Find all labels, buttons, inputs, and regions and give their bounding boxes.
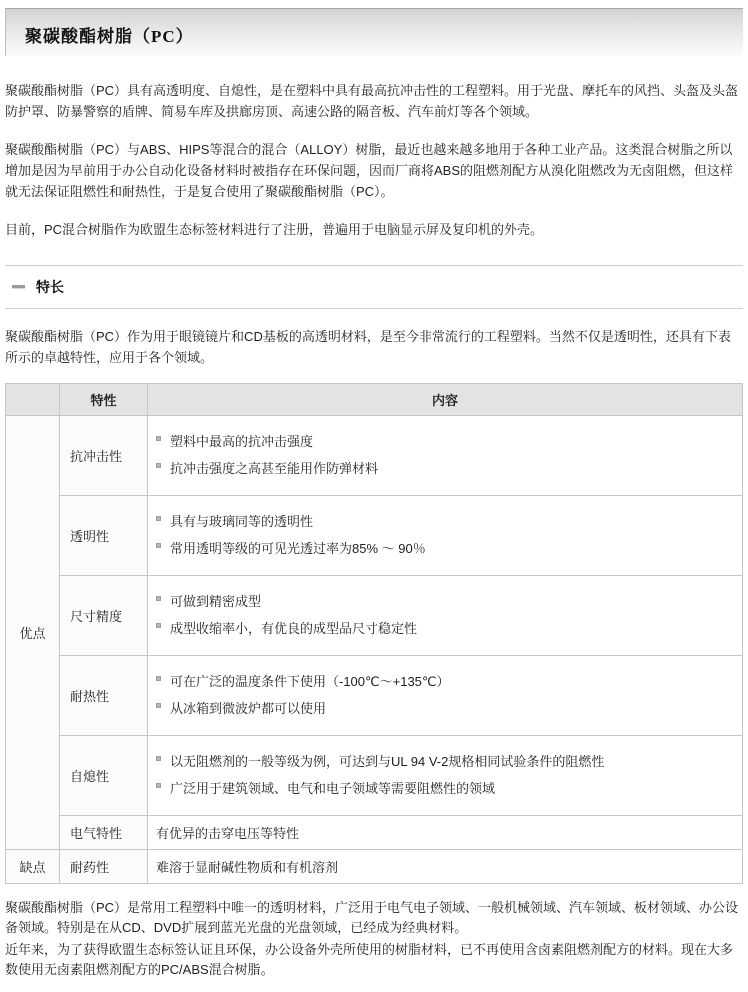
page-title: 聚碳酸酯树脂（PC） — [25, 27, 194, 46]
table-header-property: 特性 — [60, 384, 148, 416]
bullet-item — [154, 779, 734, 799]
property-cell: 电气特性 — [60, 816, 148, 850]
property-cell: 抗冲击性 — [60, 416, 148, 496]
intro-paragraph-3: 目前，PC混合树脂作为欧盟生态标签材料进行了注册，普遍用于电脑显示屏及复印机的外壳。 — [5, 222, 544, 237]
table-row-self-extinguishing — [6, 736, 743, 816]
table-header-content: 内容 — [148, 384, 743, 416]
bullet-square-icon — [156, 676, 161, 681]
table-header-row — [6, 384, 743, 416]
bullet-item — [154, 592, 734, 612]
intro-paragraph-1: 聚碳酸酯树脂（PC）具有高透明度、自熄性，是在塑料中具有最高抗冲击性的工程塑料。用于光盘、摩托车的风挡、头盔及头盔防护罩、防暴警察的盾牌、简易车库及拱廊房顶、高速公路的隔音板、汽车前灯等各个领域。 — [5, 83, 739, 119]
bullet-square-icon — [156, 463, 161, 468]
content-cell: 有优异的击穿电压等特性 — [148, 816, 743, 850]
property-cell: 自熄性 — [60, 736, 148, 816]
group-label-disadvantages: 缺点 — [6, 850, 60, 884]
section-intro-paragraph: 聚碳酸酯树脂（PC）作为用于眼镜镜片和CD基板的高透明材料，是至今非常流行的工程塑料。当然不仅是透明性，还具有下表所示的卓越特性，应用于各个领域。 — [5, 329, 731, 365]
page-title-bar — [5, 8, 743, 56]
property-cell: 耐药性 — [60, 850, 148, 884]
bullet-item — [154, 512, 734, 532]
bullet-item — [154, 459, 734, 479]
bullet-text: 从冰箱到微波炉都可以使用 — [170, 701, 327, 716]
bullet-text: 广泛用于建筑领域、电气和电子领域等需要阻燃性的领域 — [170, 781, 496, 796]
bullet-text: 以无阻燃剂的一般等级为例，可达到与UL 94 V-2规格相同试验条件的阻燃性 — [170, 754, 605, 769]
bullet-text: 可在广泛的温度条件下使用（-100℃～+135℃） — [170, 674, 450, 689]
section-header-features[interactable] — [5, 265, 743, 309]
bullet-item — [154, 752, 734, 772]
bullet-text: 抗冲击强度之高甚至能用作防弹材料 — [170, 461, 379, 476]
content-cell — [148, 656, 743, 736]
bullet-square-icon — [156, 623, 161, 628]
footer-paragraph-1: 聚碳酸酯树脂（PC）是常用工程塑料中唯一的透明材料，广泛用于电气电子领域、一般机械领域、汽车领域、板材领域、办公设备领域。特别是在从CD、DVD扩展到蓝光光盘的光盘领域，已经成为经典材料。 — [5, 900, 739, 935]
bullet-text: 成型收缩率小，有优良的成型品尺寸稳定性 — [170, 621, 418, 636]
table-row-dimension — [6, 576, 743, 656]
content-cell — [148, 416, 743, 496]
content-cell — [148, 576, 743, 656]
content-cell: 难溶于显耐碱性物质和有机溶剂 — [148, 850, 743, 884]
bullet-square-icon — [156, 516, 161, 521]
bullet-text: 塑料中最高的抗冲击强度 — [170, 434, 314, 449]
property-cell: 尺寸精度 — [60, 576, 148, 656]
bullet-item — [154, 699, 734, 719]
section-title: 特长 — [36, 279, 64, 295]
content-cell — [148, 736, 743, 816]
features-table — [5, 383, 743, 884]
bullet-text: 常用透明等级的可见光透过率为85% ～ 90％ — [170, 541, 426, 556]
bullet-text: 可做到精密成型 — [170, 594, 262, 609]
bullet-square-icon — [156, 783, 161, 788]
footer-paragraph-2: 近年来，为了获得欧盟生态标签认证且环保，办公设备外壳所使用的树脂材料，已不再使用含卤素阻燃剂配方的材料。现在大多数使用无卤素阻燃剂配方的PC/ABS混合树脂。 — [5, 942, 734, 977]
content-cell — [148, 496, 743, 576]
bullet-square-icon — [156, 543, 161, 548]
bullet-item — [154, 619, 734, 639]
intro-paragraph-2: 聚碳酸酯树脂（PC）与ABS、HIPS等混合的混合（ALLOY）树脂，最近也越来越多地用于各种工业产品。这类混合树脂之所以增加是因为早前用于办公自动化设备材料时被指存在环保问题，因而厂商将ABS的阻燃剂配方从溴化阻燃改为无卤阻燃，但这样就无法保证阻燃性和耐热性，于是复合使用了聚碳酸酯树脂（PC）。 — [5, 142, 734, 199]
table-row-transparency — [6, 496, 743, 576]
collapse-minus-icon[interactable] — [12, 285, 25, 289]
property-cell: 耐热性 — [60, 656, 148, 736]
bullet-item — [154, 539, 734, 559]
group-label-advantages: 优点 — [6, 416, 60, 850]
bullet-square-icon — [156, 703, 161, 708]
table-row-heat — [6, 656, 743, 736]
bullet-square-icon — [156, 596, 161, 601]
table-row-electrical — [6, 816, 743, 850]
bullet-square-icon — [156, 436, 161, 441]
bullet-item — [154, 432, 734, 452]
bullet-square-icon — [156, 756, 161, 761]
table-header-group — [6, 384, 60, 416]
table-row-chemical — [6, 850, 743, 884]
table-row-impact — [6, 416, 743, 496]
bullet-item — [154, 672, 734, 692]
property-cell: 透明性 — [60, 496, 148, 576]
bullet-text: 具有与玻璃同等的透明性 — [170, 514, 314, 529]
